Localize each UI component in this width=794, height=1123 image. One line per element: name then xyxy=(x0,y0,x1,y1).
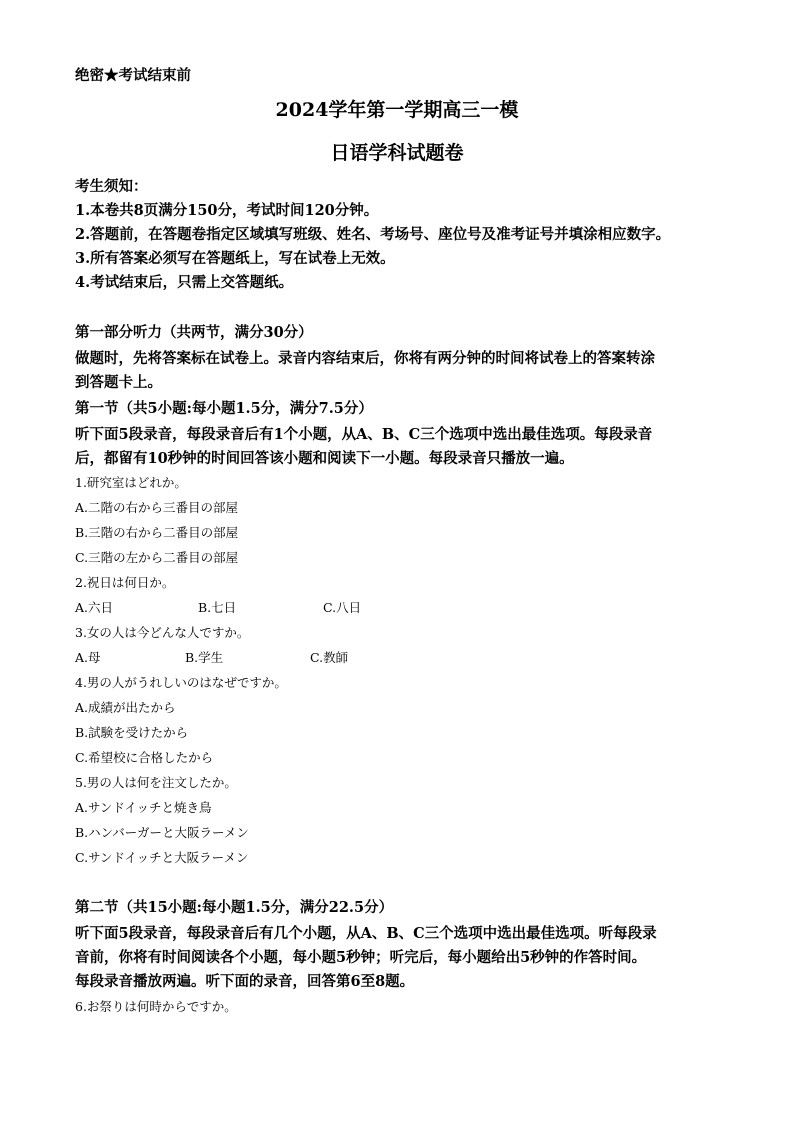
question-text: 2.祝日は何日か。 xyxy=(75,575,175,590)
answer-option: C.八日 xyxy=(323,600,362,615)
section1-intro-line: 后，都留有10秒钟的时间回答该小题和阅读下一小题。每段录音只播放一遍。 xyxy=(75,450,574,467)
section1-intro-line: 听下面5段录音，每段录音后有1个小题，从A、B、C三个选项中选出最佳选项。每段录音 xyxy=(75,426,653,443)
question-text: 5.男の人は何を注文したか。 xyxy=(75,775,237,790)
answer-option: A.サンドイッチと焼き鳥 xyxy=(75,800,212,815)
answer-option: B.ハンバーガーと大阪ラーメン xyxy=(75,825,249,840)
answer-option: B.七日 xyxy=(198,600,237,615)
notice-item: 2.答题前，在答题卷指定区域填写班级、姓名、考场号、座位号及准考证号并填涂相应数字。 xyxy=(75,226,671,243)
part1-heading: 第一部分听力（共两节，满分30分） xyxy=(75,324,313,341)
section2-heading: 第二节（共15小题:每小题1.5分，满分22.5分） xyxy=(75,899,394,916)
confidential-label: 绝密★考试结束前 xyxy=(75,67,191,84)
notice-heading: 考生须知： xyxy=(75,178,148,195)
answer-option: A.成績が出たから xyxy=(75,700,176,715)
question-text: 6.お祭りは何時からですか。 xyxy=(75,999,237,1014)
answer-option: A.六日 xyxy=(75,600,114,615)
answer-option: C.三階の左から二番目の部屋 xyxy=(75,550,239,565)
answer-option: A.二階の右から三番目の部屋 xyxy=(75,500,239,515)
section2-intro-line: 听下面5段录音，每段录音后有几个小题，从A、B、C三个选项中选出最佳选项。听每段录 xyxy=(75,925,657,942)
part1-intro-line: 到答题卡上。 xyxy=(75,374,162,391)
question-text: 4.男の人がうれしいのはなぜですか。 xyxy=(75,675,287,690)
answer-option: C.教師 xyxy=(310,650,349,665)
answer-option: B.試験を受けたから xyxy=(75,725,189,740)
section2-intro-line: 每段录音播放两遍。听下面的录音，回答第6至8题。 xyxy=(75,973,415,990)
exam-title: 2024学年第一学期高三一模 xyxy=(275,99,519,121)
answer-option: C.サンドイッチと大阪ラーメン xyxy=(75,850,249,865)
notice-item: 4.考试结束后，只需上交答题纸。 xyxy=(75,274,294,291)
notice-item: 1.本卷共8页满分150分，考试时间120分钟。 xyxy=(75,202,379,219)
question-text: 1.研究室はどれか。 xyxy=(75,475,187,490)
exam-subtitle: 日语学科试题卷 xyxy=(330,142,464,164)
answer-option: C.希望校に合格したから xyxy=(75,750,214,765)
section1-heading: 第一节（共5小题:每小题1.5分，满分7.5分） xyxy=(75,400,373,417)
answer-option: A.母 xyxy=(75,650,101,665)
notice-item: 3.所有答案必须写在答题纸上，写在试卷上无效。 xyxy=(75,250,395,267)
question-text: 3.女の人は今どんな人ですか。 xyxy=(75,625,250,640)
section2-intro-line: 音前，你将有时间阅读各个小题，每小题5秒钟；听完后，每小题给出5秒钟的作答时间。 xyxy=(75,949,647,966)
answer-option: B.学生 xyxy=(185,650,224,665)
answer-option: B.三階の右から二番目の部屋 xyxy=(75,525,239,540)
part1-intro-line: 做题时，先将答案标在试卷上。录音内容结束后，你将有两分钟的时间将试卷上的答案转涂 xyxy=(75,350,655,367)
